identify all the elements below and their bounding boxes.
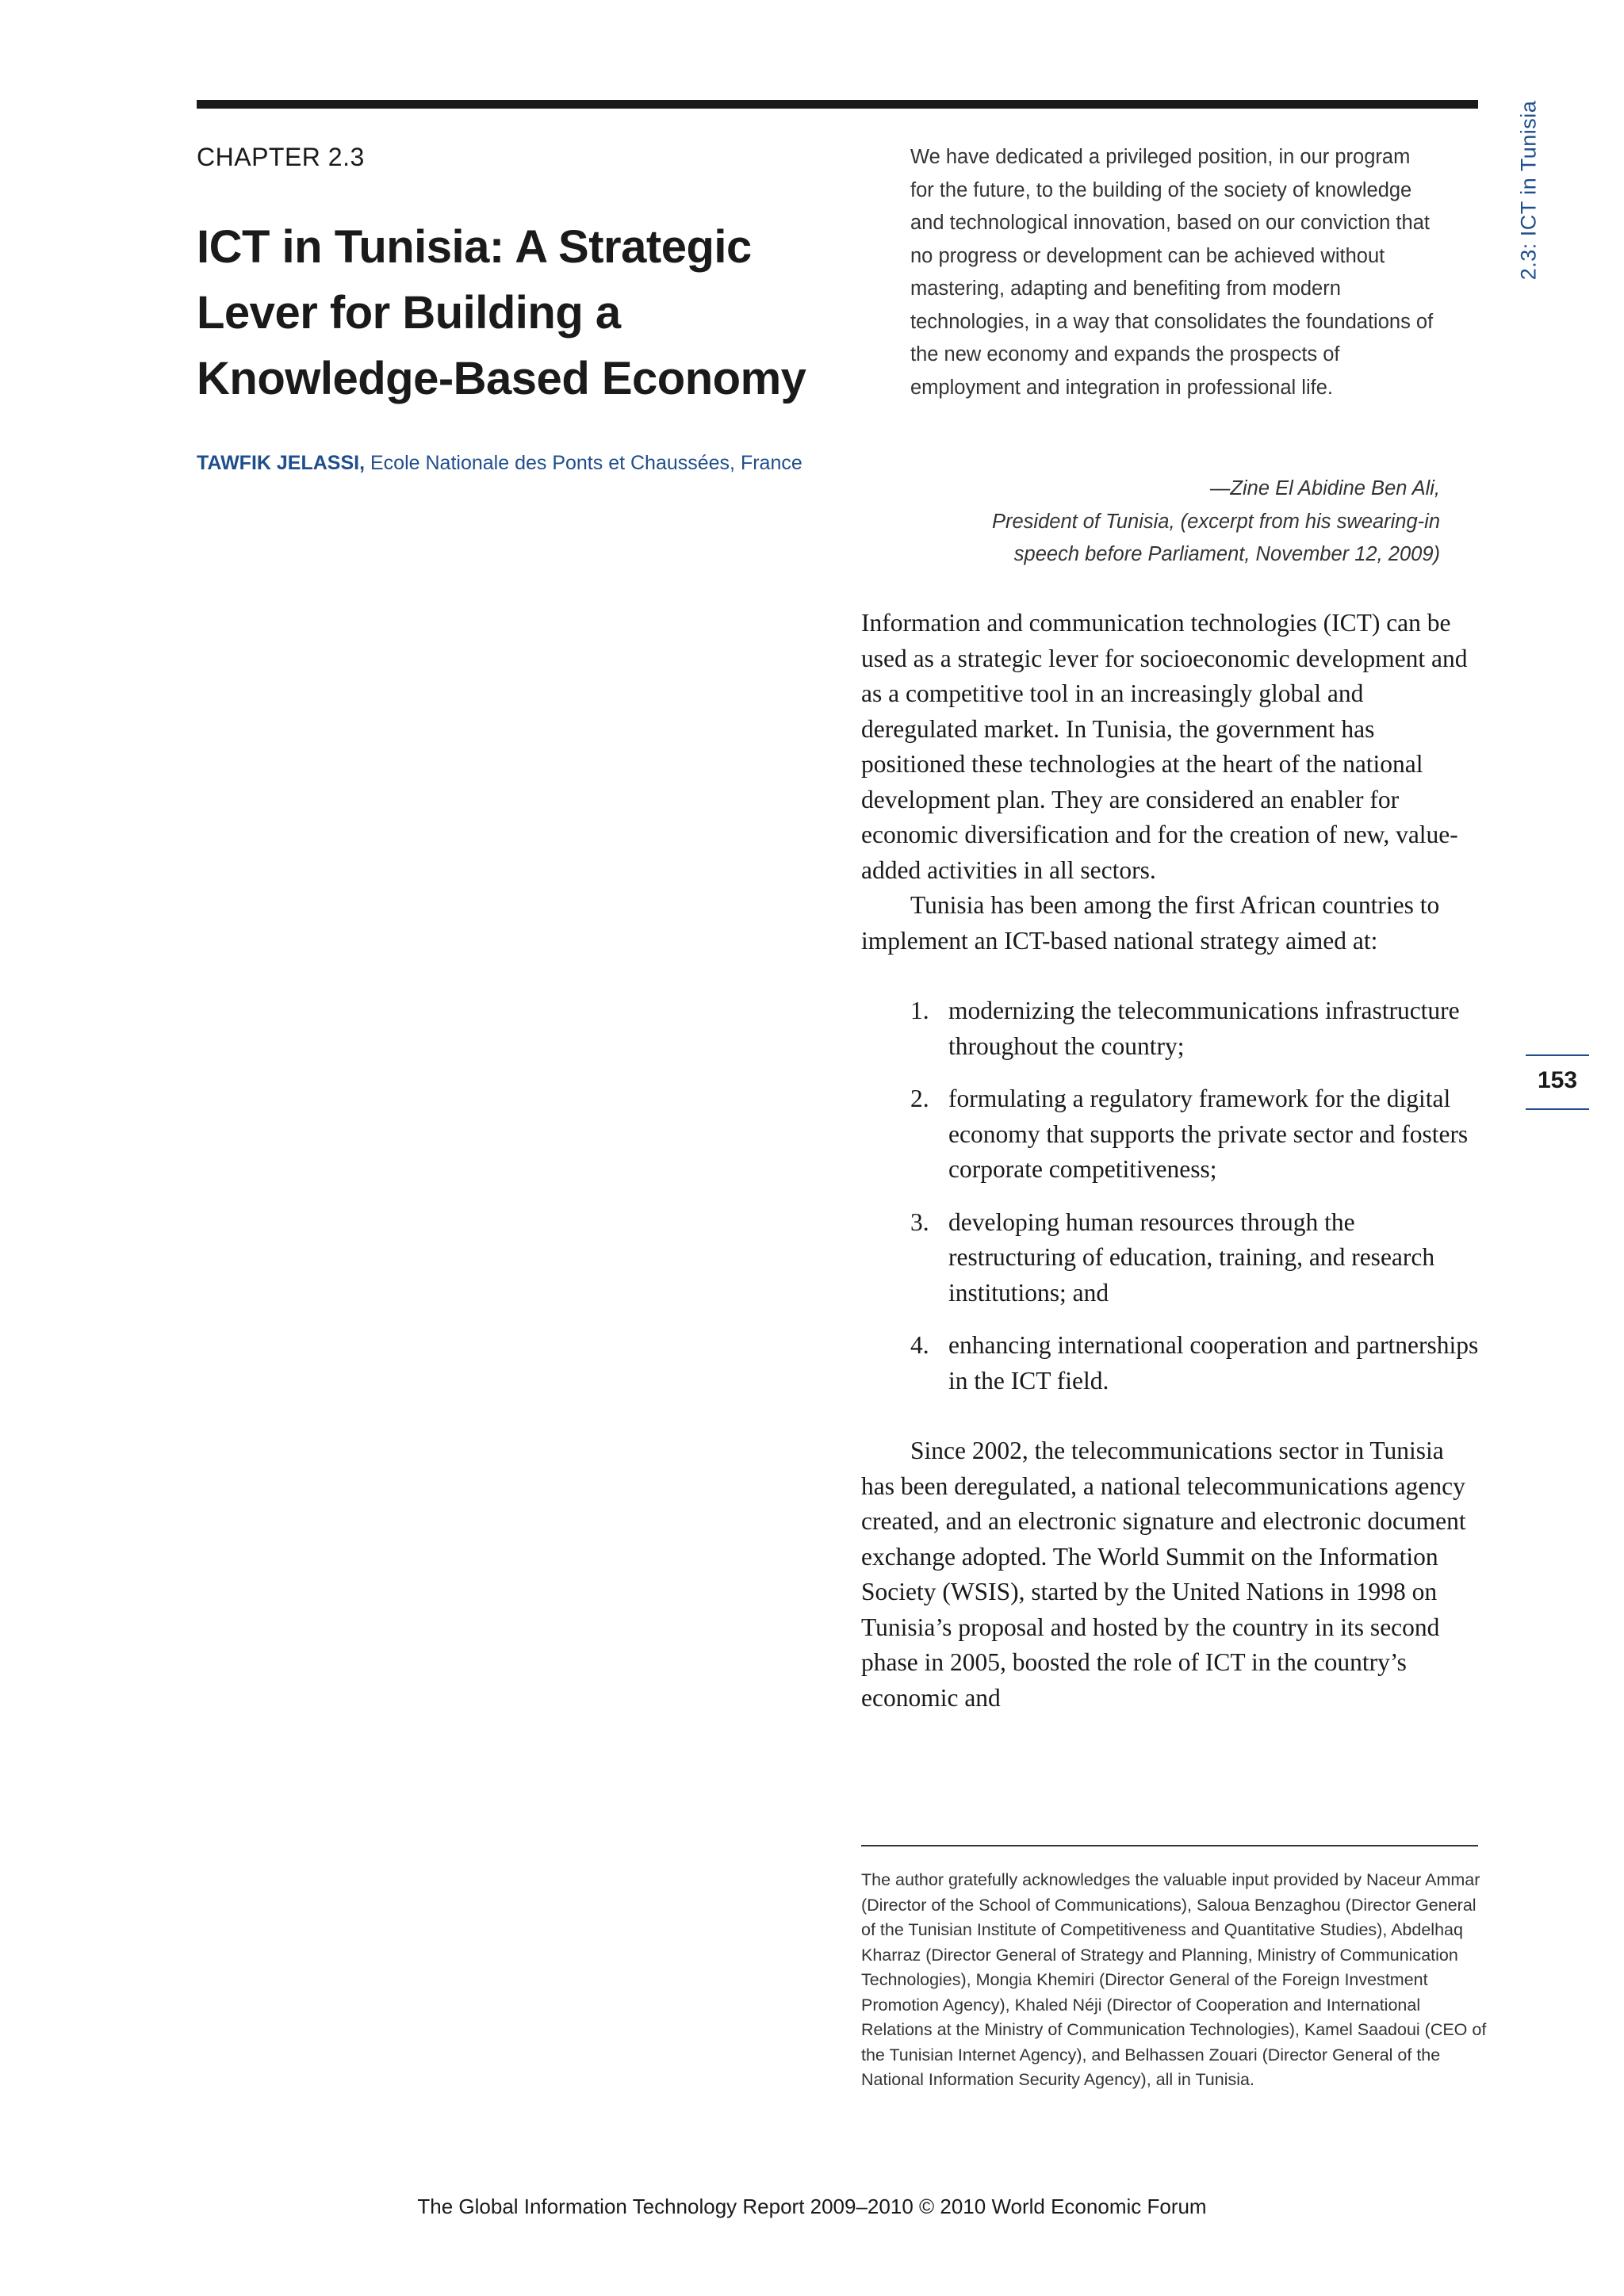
paragraph: Since 2002, the telecommunications sector in Tunisia has been deregulated, a national telecommunications agency created, and an electronic signature and electronic document exchange adopted. The World Summit on the Information Society (WSIS), started by the United Nations in 1998 on Tunisia’s proposal and hosted by the country in its second phase in 2005, boosted the role of ICT in the country’s economic and [861, 1437, 1466, 1712]
running-head [1505, 95, 1553, 285]
list-item [861, 1328, 1480, 1399]
body-text [861, 606, 1480, 1716]
paragraph: Tunisia has been among the first African countries to implement an ICT-based national strategy aimed at: [861, 891, 1440, 955]
article-title: ICT in Tunisia: A Strategic Lever for Building a Knowledge-Based Economy [197, 221, 806, 404]
footnote-rule [861, 1845, 1478, 1846]
page-number: 153 [1537, 1067, 1578, 1093]
paragraph: Information and communication technologies (ICT) can be used as a strategic lever for socioeconomic development and as a competitive tool in an increasingly global and deregulated market. In Tunisia, the government has positioned these technologies at the heart of the national development plan. They are considered an enabler for economic diversification and for the creation of new, value-added activities in all sectors. [861, 609, 1468, 884]
list-text: modernizing the telecommunications infrastructure throughout the country; [948, 997, 1460, 1060]
attribution-line: President of Tunisia, (excerpt from his swearing-in [992, 510, 1440, 533]
top-rule [197, 100, 1478, 109]
list-number: 3. [910, 1207, 929, 1236]
author-line [197, 452, 802, 475]
list-text: developing human resources through the restructuring of education, training, and research institutions; and [948, 1207, 1435, 1307]
list-item [861, 993, 1480, 1064]
list-number: 4. [910, 1331, 929, 1359]
list-text: enhancing international cooperation and partnerships in the ICT field. [948, 1331, 1479, 1395]
page-footer: The Global Information Technology Report 2009–2010 © 2010 World Economic Forum [417, 2195, 1207, 2218]
footnote: The author gratefully acknowledges the valuable input provided by Naceur Ammar (Director of the School of Communications), Saloua Benzaghou (Director General of the Tunisian Institute of Competitiveness and Quantitative Studies), Abdelhaq Kharraz (Director General of Strategy and Planning, Ministry of Communication Technologies), Mongia Khemiri (Director General of the Foreign Investment Promotion Agency), Khaled Néji (Director of Cooperation and International Relations at the Ministry of Communication Technologies), Kamel Saadoui (CEO of the Tunisian Internet Agency), and Belhassen Zouari (Director General of the National Information Security Agency), all in Tunisia. [861, 1870, 1487, 2089]
strategy-list [861, 993, 1480, 1399]
epigraph-attribution [872, 473, 1440, 572]
attribution-line: speech before Parliament, November 12, 2009) [1013, 543, 1440, 565]
author-affiliation: Ecole Nationale des Ponts et Chaussées, France [365, 452, 802, 474]
attribution-line: —Zine El Abidine Ben Ali, [1209, 477, 1440, 499]
list-number: 2. [910, 1085, 929, 1112]
list-item [861, 1205, 1480, 1311]
chapter-label: CHAPTER 2.3 [197, 143, 365, 171]
list-number: 1. [910, 997, 929, 1024]
running-head-text: 2.3: ICT in Tunisia [1516, 100, 1541, 281]
epigraph-text: We have dedicated a privileged position, in our program for the future, to the building of the society of knowledge and technological innovation, based on our conviction that no progress or development can be achieved without mastering, adapting and benefiting from modern technologies, in a way that consolidates the foundations of the new economy and expands the prospects of employment and integration in professional life. [910, 146, 1434, 399]
list-text: formulating a regulatory framework for the digital economy that supports the private sector and fosters corporate competitiveness; [948, 1085, 1469, 1183]
author-name: TAWFIK JELASSI, [197, 452, 366, 474]
page-number-box [1526, 1054, 1589, 1110]
list-item [861, 1081, 1480, 1188]
